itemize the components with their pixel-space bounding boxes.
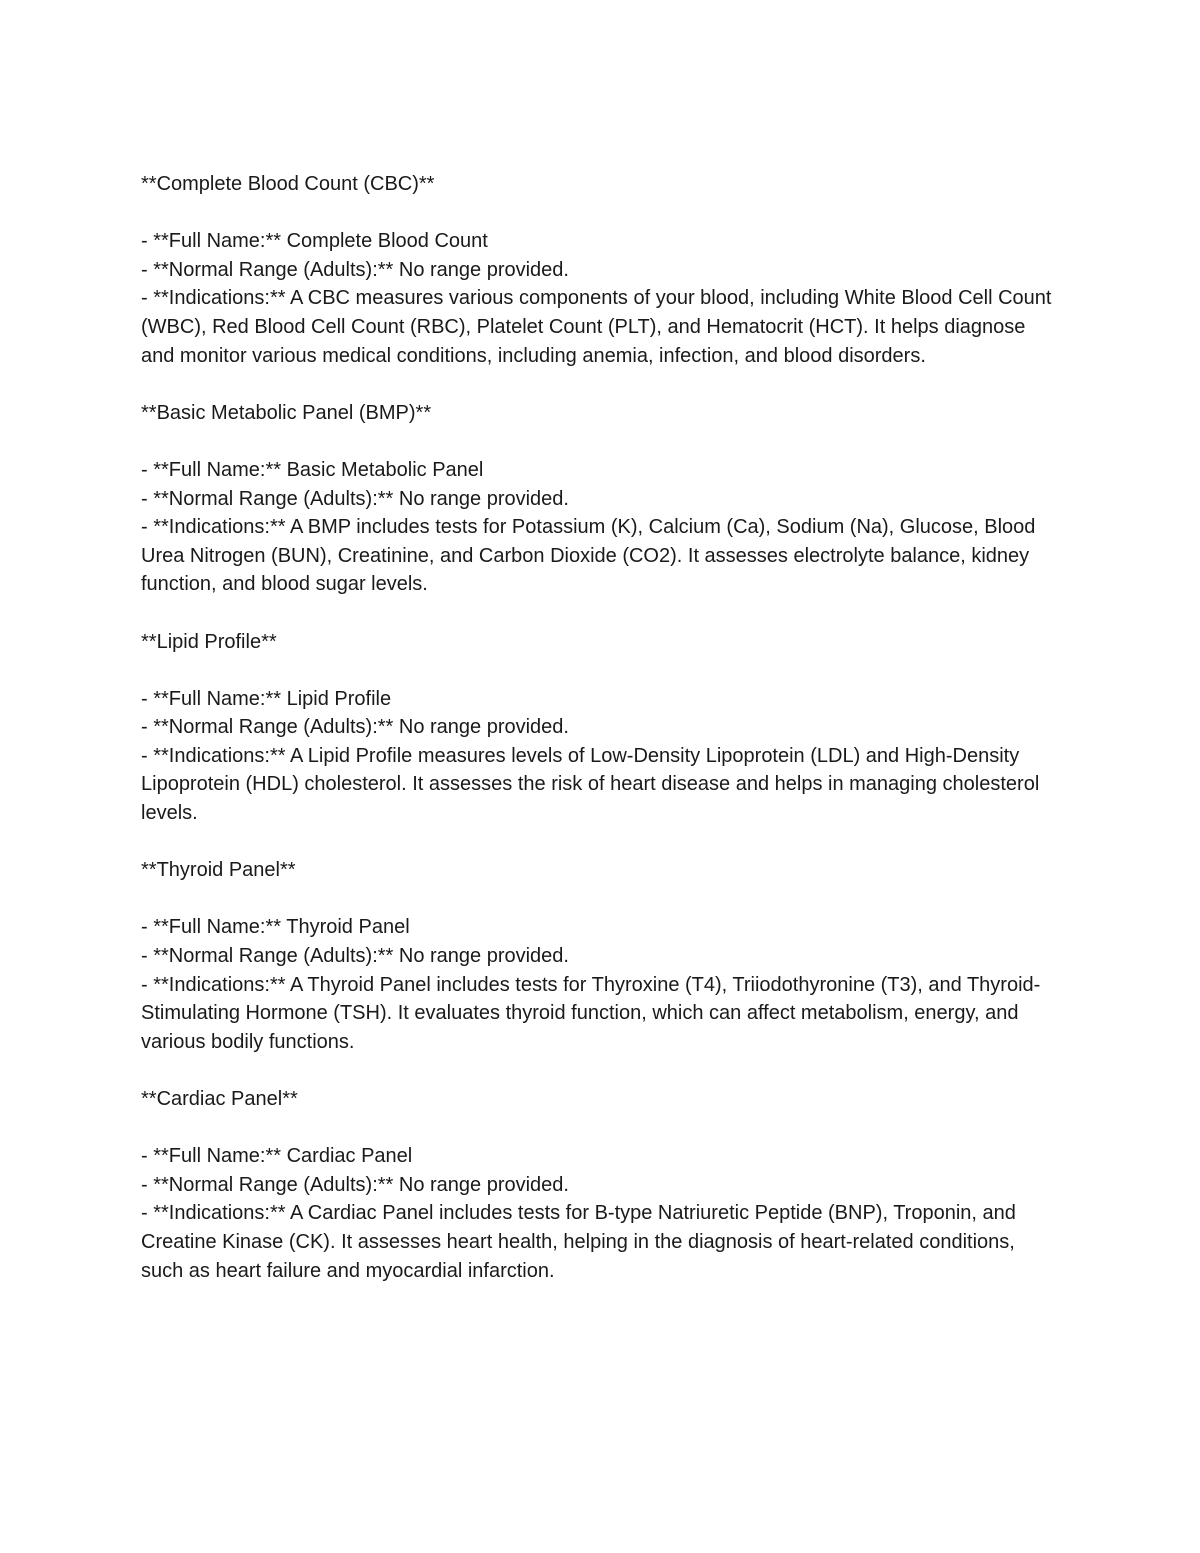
normal-range-line: - **Normal Range (Adults):** No range provided. bbox=[141, 945, 569, 968]
section-title: **Thyroid Panel** bbox=[141, 859, 296, 882]
section-thyroid-panel bbox=[141, 856, 1061, 1056]
normal-range-line: - **Normal Range (Adults):** No range provided. bbox=[141, 1173, 569, 1196]
section-title: **Cardiac Panel** bbox=[141, 1088, 298, 1110]
normal-range-line: - **Normal Range (Adults):** No range provided. bbox=[141, 258, 569, 281]
normal-range-line: - **Normal Range (Adults):** No range provided. bbox=[141, 487, 569, 510]
section-cardiac-panel bbox=[141, 1085, 1061, 1285]
full-name-line: - **Full Name:** Thyroid Panel bbox=[141, 916, 410, 939]
indications-line: - **Indications:** A Cardiac Panel includes tests for B-type Natriuretic Peptide (BNP), Troponin, and Creatine Kinase (CK). It assesses heart health, helping in the diagnosis of heart-related conditions, such as heart failure and myocardial infarction. bbox=[141, 1202, 1022, 1282]
section-title: **Complete Blood Count (CBC)** bbox=[141, 173, 435, 195]
full-name-line: - **Full Name:** Lipid Profile bbox=[141, 687, 392, 710]
document-page bbox=[141, 170, 1061, 1314]
normal-range-line: - **Normal Range (Adults):** No range provided. bbox=[141, 716, 569, 739]
section-title: **Basic Metabolic Panel (BMP)** bbox=[141, 401, 432, 424]
indications-line: - **Indications:** A CBC measures various components of your blood, including White Blood Cell Count (WBC), Red Blood Cell Count (RBC), Platelet Count (PLT), and Hematocrit (HCT). It helps diagnose and monitor various medical conditions, including anemia, infection, and blood disorders. bbox=[141, 287, 1058, 367]
section-lipid-profile bbox=[141, 628, 1061, 828]
indications-line: - **Indications:** A BMP includes tests for Potassium (K), Calcium (Ca), Sodium (Na), Glucose, Blood Urea Nitrogen (BUN), Creatinine, and Carbon Dioxide (CO2). It assesses electrolyte balance, kidney function, and blood sugar levels. bbox=[141, 516, 1041, 596]
full-name-line: - **Full Name:** Basic Metabolic Panel bbox=[141, 458, 484, 481]
indications-line: - **Indications:** A Thyroid Panel includes tests for Thyroxine (T4), Triiodothyronine (T3), and Thyroid-Stimulating Hormone (TSH). It evaluates thyroid function, which can affect metabolism, energy, and various bodily functions. bbox=[141, 973, 1041, 1053]
section-title: **Lipid Profile** bbox=[141, 630, 277, 653]
section-bmp bbox=[141, 399, 1061, 599]
indications-line: - **Indications:** A Lipid Profile measures levels of Low-Density Lipoprotein (LDL) and High-Density Lipoprotein (HDL) cholesterol. It assesses the risk of heart disease and helps in managing cholesterol levels. bbox=[141, 744, 1045, 825]
full-name-line: - **Full Name:** Complete Blood Count bbox=[141, 230, 488, 253]
full-name-line: - **Full Name:** Cardiac Panel bbox=[141, 1145, 413, 1168]
section-cbc bbox=[141, 170, 1061, 370]
